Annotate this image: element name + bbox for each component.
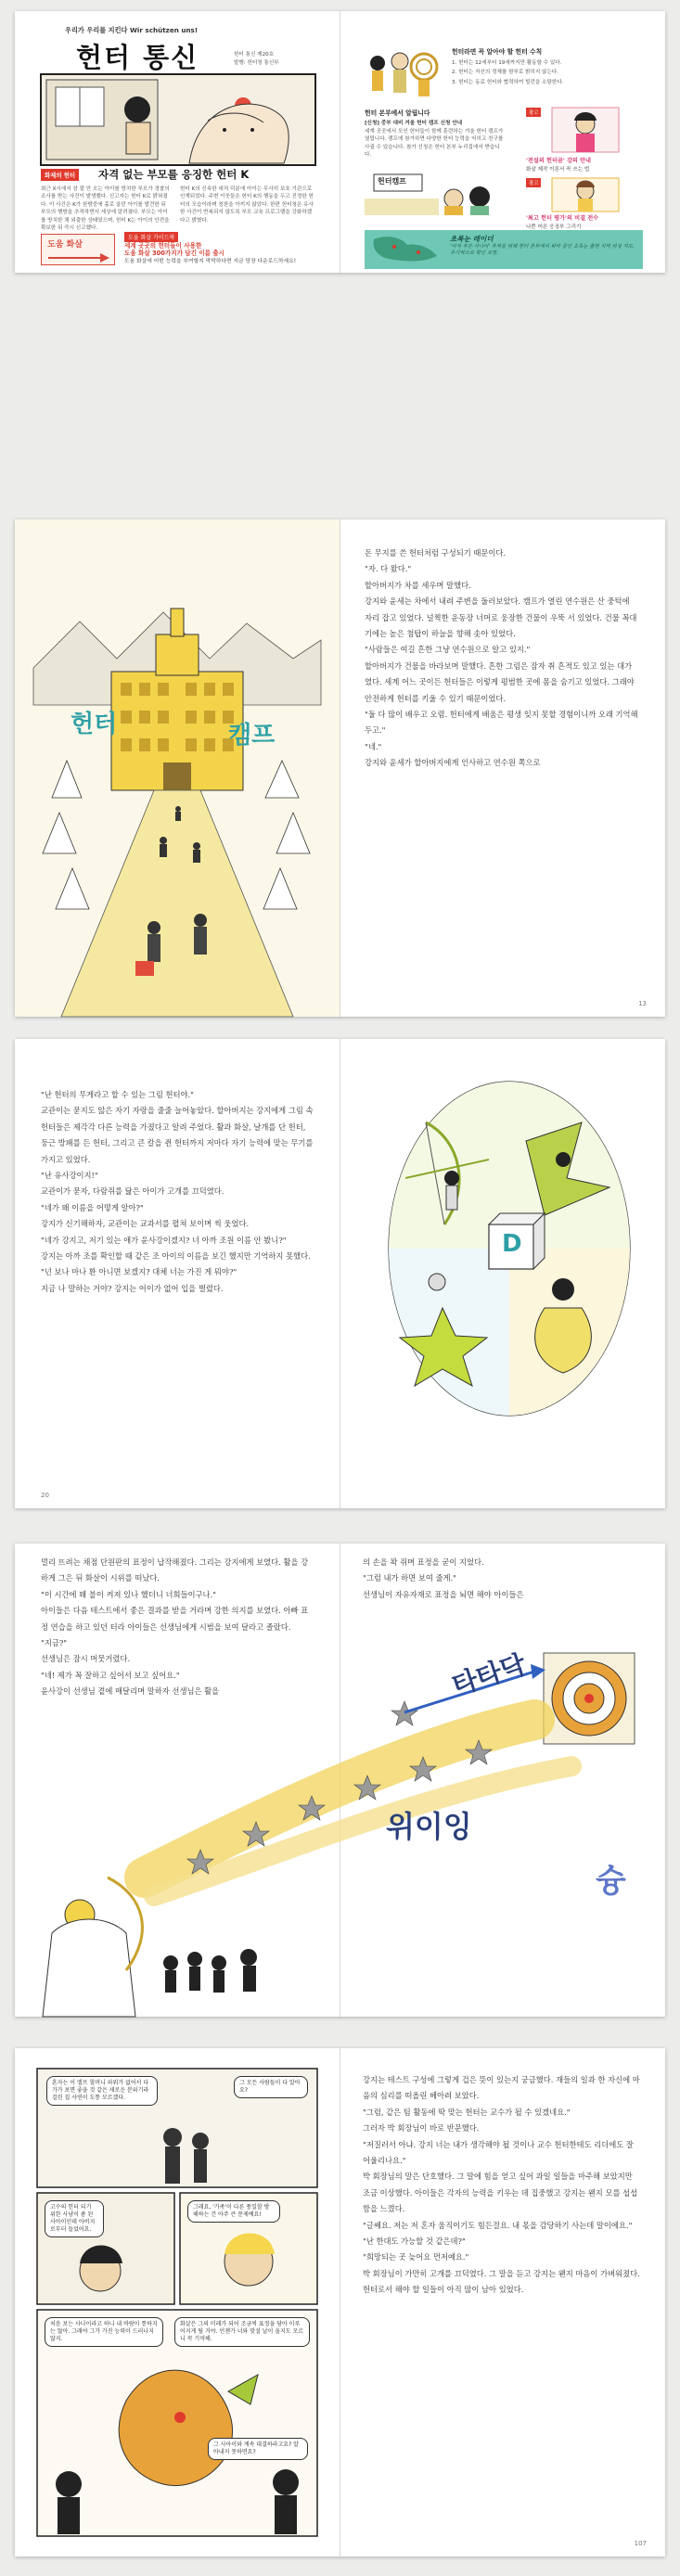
story-text: 의 손을 꽉 쥐며 표정을 굳이 지었다. "그럼 내가 하면 보여 줄게." 선생님이 자유자재로 표정을 뇌면 해야 아이들은 [363, 1557, 524, 1599]
notice-title: 헌터 본부에서 알립니다 [365, 109, 430, 117]
dialogue-text-page [340, 2048, 665, 2557]
hunter-types-text-page [15, 1039, 340, 1508]
promo-body: 도움 화살에 어떤 능력을 부여할지 막막하다면 지금 당장 다운로드하세요! [124, 259, 297, 264]
hunters-group-illustration [365, 46, 444, 102]
page-number: 20 [41, 1492, 49, 1499]
hunter-k-illustration [41, 74, 315, 165]
newsletter-publisher: 발행: 헌터청 통신부 [234, 60, 279, 66]
rules-list [452, 59, 643, 86]
radar-title: 초록눈 레이더 [450, 235, 494, 243]
ad-title: '전설의 헌터곰' 강의 안내 [526, 158, 592, 164]
story-text: 돈 무지를 쓴 헌터처럼 구성되기 때문이다. "자. 다 왔다." 할아버지가 차를 세우며 말했다. 강지와 윤세는 차에서 내려 주변을 둘러보았다. 캠프가 열린 연수원은 산 중턱에 자리 잡고 있었다. 널찍한 운동장 너머로 웅장한 건물이 우뚝 서 있었다. 건물 꼭대기에는 높은 첨탑이 하늘을 향해 솟아 있었다. "사람들은 여길 흔한 그냥 연수원으로 알고 있지." 할아버지가 건물을 바라보며 말했다. 흔한 그림은 잠자 취 흔적도 있고 있는 대가였다. 세계 어느 곳이든 헌터들은 이렇게 평범한 곳에 몸을 숨기고 있었다. 그래야 안전하게 헌터를 키울 수 있기 때문이었다. "둘 다 많이 배우고 오렴. 헌터에게 배움은 평생 잊지 못할 경험이니까 오래 기억해 두고." "네." 강지와 윤세가 할아버지에게 인사하고 연수원 쪽으로 [365, 548, 638, 768]
arrow-icon [46, 251, 111, 264]
ad-subtitle: 나쁜 어른 응징부 그리기 [526, 224, 582, 230]
ad-title: '최고 헌터 평가'의 비결 전수 [526, 215, 599, 222]
rule-item: 3. 헌터는 동료 헌터와 협력하여 빌런을 소탕한다. [452, 79, 564, 85]
notice-body: 세계 곳곳에서 모인 헌터들이 함께 훈련하는 겨울 헌터 캠프가 열립니다. 캠프에 참가하면 다양한 헌터 능력을 익히고 친구를 사귈 수 있습니다. 참가 신청은 헌터 본부 누리집에서 받습니다. [365, 129, 504, 159]
camp-sign-camp: 캠프 [228, 722, 276, 750]
sfx-tatadak: 타타닥 [448, 1648, 530, 1701]
sfx-wiing: 위이잉 [386, 1809, 472, 1844]
newsletter-kicker: 우리가 우리를 지킨다 Wir schützen uns! [65, 26, 199, 34]
rule-item: 2. 헌터는 자신의 정체를 함부로 밝히지 않는다. [452, 70, 559, 76]
camp-illustration-page [15, 519, 340, 1017]
promo-tag: 도움 화살 가이드북 [124, 232, 178, 242]
page-number: 107 [634, 2540, 647, 2547]
article-col-1: 최근 X시에서 잠 잘 안 오는 아이를 방치한 부모가 경찰의 조사를 받는 사건이 발생했다. 신고자는 헌터 K로 밝혀졌다. 이 사건은 K가 한밤중에 홀로 울던 아이를 발견한 뒤 부모의 행방을 추적하면서 세상에 알려졌다. 부모는 아이를 방치한 채 외출한 상태였으며, 헌터 K는 아이의 안전을 확보한 뒤 즉시 신고했다. [41, 186, 170, 232]
arrow-sign [41, 234, 115, 265]
radar-map [365, 230, 444, 269]
arrow-sign-label: 도움 화살 [47, 240, 83, 250]
newsletter-spread [15, 11, 665, 273]
camp-sign-label: 헌터캠프 [378, 177, 406, 186]
hunter-badge: 화제의 헌터 [41, 169, 79, 181]
story-text: 멀리 뜨려는 채점 단원판의 표정이 납작해졌다. 그리는 강지에게 보였다. 활을 강하게 그은 뒤 화살이 시위를 떠났다. "이 시간에 왜 불이 켜져 있나 했더니 너희들이구나." 아이들은 다음 테스트에서 좋은 결과를 받을 거라며 강한 의지를 보였다. 아빠 표정 연습을 하고 있던 터라 아이들은 선생님에게 시범을 보여 달라고 졸랐다. "지금?" 선생님은 잠시 머뭇거렸다. "네! 제가 꼭 잘하고 싶어서 보고 싶어요." 윤사강이 선생님 곁에 매달리며 말하자 선생님은 활을 [41, 1557, 309, 1697]
rules-header: 헌터라면 꼭 알아야 할 헌터 수칙 [452, 48, 543, 56]
sfx-sung: 슝 [596, 1863, 626, 1900]
newsletter-left-page [15, 11, 340, 273]
arrow-practice-spread [15, 1544, 665, 2017]
promo-headline: 세계 곳곳의 헌터들이 사용한 도움 화살 300가지가 담긴 이름 출시 [124, 242, 225, 258]
ad-tag: 광고 [526, 108, 541, 117]
speech-bubble: 화살은 그의 미래가 되어 조금씩 표정을 담아 이루어지게 될 거야. 언젠가 너와 맞설 날이 올지도 모르니 꼭 기억해. [174, 2317, 310, 2347]
radar-body: '아직 푸른 사나이' 추적을 위해 헌터 본부에서 파악 중인 초록눈 출현 지역 위성 지도. 주기적으로 확인 요망. [450, 244, 635, 256]
camp-text-page [340, 519, 665, 1017]
speech-bubble: 그래요, '가족'이 다른 풍일할 방해하는 건 아주 큰 문제예요! [187, 2200, 280, 2223]
speech-bubble: 그 모든 사람들이 다 알아요? [234, 2076, 308, 2098]
comic-panels-illustration [15, 2048, 340, 2557]
rule-item: 1. 헌터는 12세부터 19세까지만 활동할 수 있다. [452, 60, 562, 66]
star-arrow-illustration [15, 1544, 665, 2017]
speech-bubble: 고수의 헌터 되기 위한 사냥이 좀 된 사아이인데 아버지로부터 들었어요. [45, 2200, 104, 2237]
comic-dialogue-spread [15, 2048, 665, 2557]
page-number: 13 [638, 1000, 647, 1007]
evaluator-illustration [552, 178, 619, 211]
hunter-types-spread [15, 1039, 665, 1508]
article-col-2: 헌터 K의 신속한 대처 덕분에 아이는 무사히 보호 기관으로 인계되었다. 주변 이웃들은 헌터 K의 행동을 두고 진정한 헌터의 모습이라며 칭찬을 아끼지 않았다. 한편 헌터청은 유사한 사건이 반복되지 않도록 부모 교육 프로그램을 강화하겠다고 밝혔다. [180, 186, 314, 224]
comic-page [15, 2048, 340, 2557]
newsletter-issue: 헌터 통신 제20호 [234, 52, 275, 58]
arrow-promo [41, 232, 315, 269]
speech-bubble: 혼자는 이 엘프 할머니 파워가 없어서 다가가 보면 좋을 것 같은 새로운 분위기라 걸린 집 사연이 도통 모르겠다. [46, 2076, 158, 2106]
speech-bubble: 그 사아이와 계속 대결하라고요? 알아내지 못하면요? [208, 2438, 308, 2460]
camp-arrival-spread [15, 519, 665, 1017]
ad-subtitle: 화살 제작 이론서 꼭 쓰는 법 [526, 167, 590, 173]
camp-sign-hunter: 헌터 [71, 711, 118, 738]
lecturer-illustration [552, 108, 619, 152]
story-text: 강지는 테스트 구성에 그렇게 겁은 뜻이 있는지 궁금했다. 재들의 일과 한 자신에 마음의 심리를 떠올린 헤아려 보았다. "그럼, 같은 팀 활동에 딱 맞는 헌터는 교수가 될 수 있겠네요." 그러자 박 회장님이 바로 반문했다. "저질러서 아냐. 강지 너는 내가 생각해야 될 것이나 교수 헌터한테도 리더에도 잘 어울리나요." 박 회장님의 말은 단호했다. 그 말에 힘을 얻고 싶어 과일 일들을 마주해 보았지만 조금 이상했다. 아이들은 각자의 능력을 키우는 데 집중했고 강지는 왠지 모를 섭섭함을 느꼈다. "글쎄요. 저는 저 혼자 움직이기도 힘든걸요. 내 몫을 감당하기 사는데 말이에요." "난 한대도 가능할 것 같은데?" "희망되는 곳 늦어요 먼저예요." 박 회장님이 가만히 고개를 끄덕였다. 그 말을 듣고 강지는 왠지 마음이 가벼워졌다. 헌터로서 해야 할 일들이 아직 많이 남아 있었다. [363, 2075, 640, 2295]
radar-map-box [365, 230, 643, 269]
speech-bubble: 처음 보는 사나이라고 하니 내 바람이 통하지는 않아. 그래야 그가 가진 능력이 드러나지 않지. [45, 2317, 163, 2347]
hunter-types-illustration-page [340, 1039, 665, 1508]
hunter-types-circle-illustration [340, 1039, 665, 1508]
notice-subtitle: [신청] 중부 대비 겨울 헌터 캠프 신청 안내 [365, 121, 463, 126]
article-headline: 자격 없는 부모를 응징한 헌터 K [98, 168, 250, 181]
ad-tag: 광고 [526, 178, 541, 187]
newsletter-right-page [340, 11, 665, 273]
newsletter-title: 헌터 통신 [76, 42, 199, 73]
dice-label: D [502, 1230, 522, 1258]
story-text: "난 헌터의 무게라고 할 수 있는 그림 헌터야." 교관이는 묻지도 않은 자기 자랑을 줄줄 늘어놓았다. 할아버지는 강지에게 그림 속 헌터들은 제각각 다른 능력을 가졌다고 알려 주었다. 활과 화살, 날개를 단 헌터, 둥근 방패를 든 헌터, 그리고 큰 칼을 쥔 헌터까지 저마다 자기 능력에 맞는 무기를 가지고 있었다. "난 유사강이지!" 교관이가 묻자, 다람쥐를 닮은 아이가 고개를 끄덕였다. "네가 왜 이름을 어떻게 알아?" 강지가 신기해하자, 교관이는 교과서를 펼쳐 보이며 씩 웃었다. "네가 강지고, 저기 있는 애가 윤사강이겠지? 너 아까 조원 이름 안 봤니?" 강지는 아까 조를 확인할 때 같은 조 아이의 이름을 보긴 했지만 기억하지 못했다. "넌 보나 마나 환 아니면 보겠지? 대체 너는 가진 게 뭐야?" 지금 나 말하는 거야? 강지는 어이가 없어 입을 벌렸다. [41, 1090, 314, 1293]
camp-building-illustration [15, 519, 340, 1017]
